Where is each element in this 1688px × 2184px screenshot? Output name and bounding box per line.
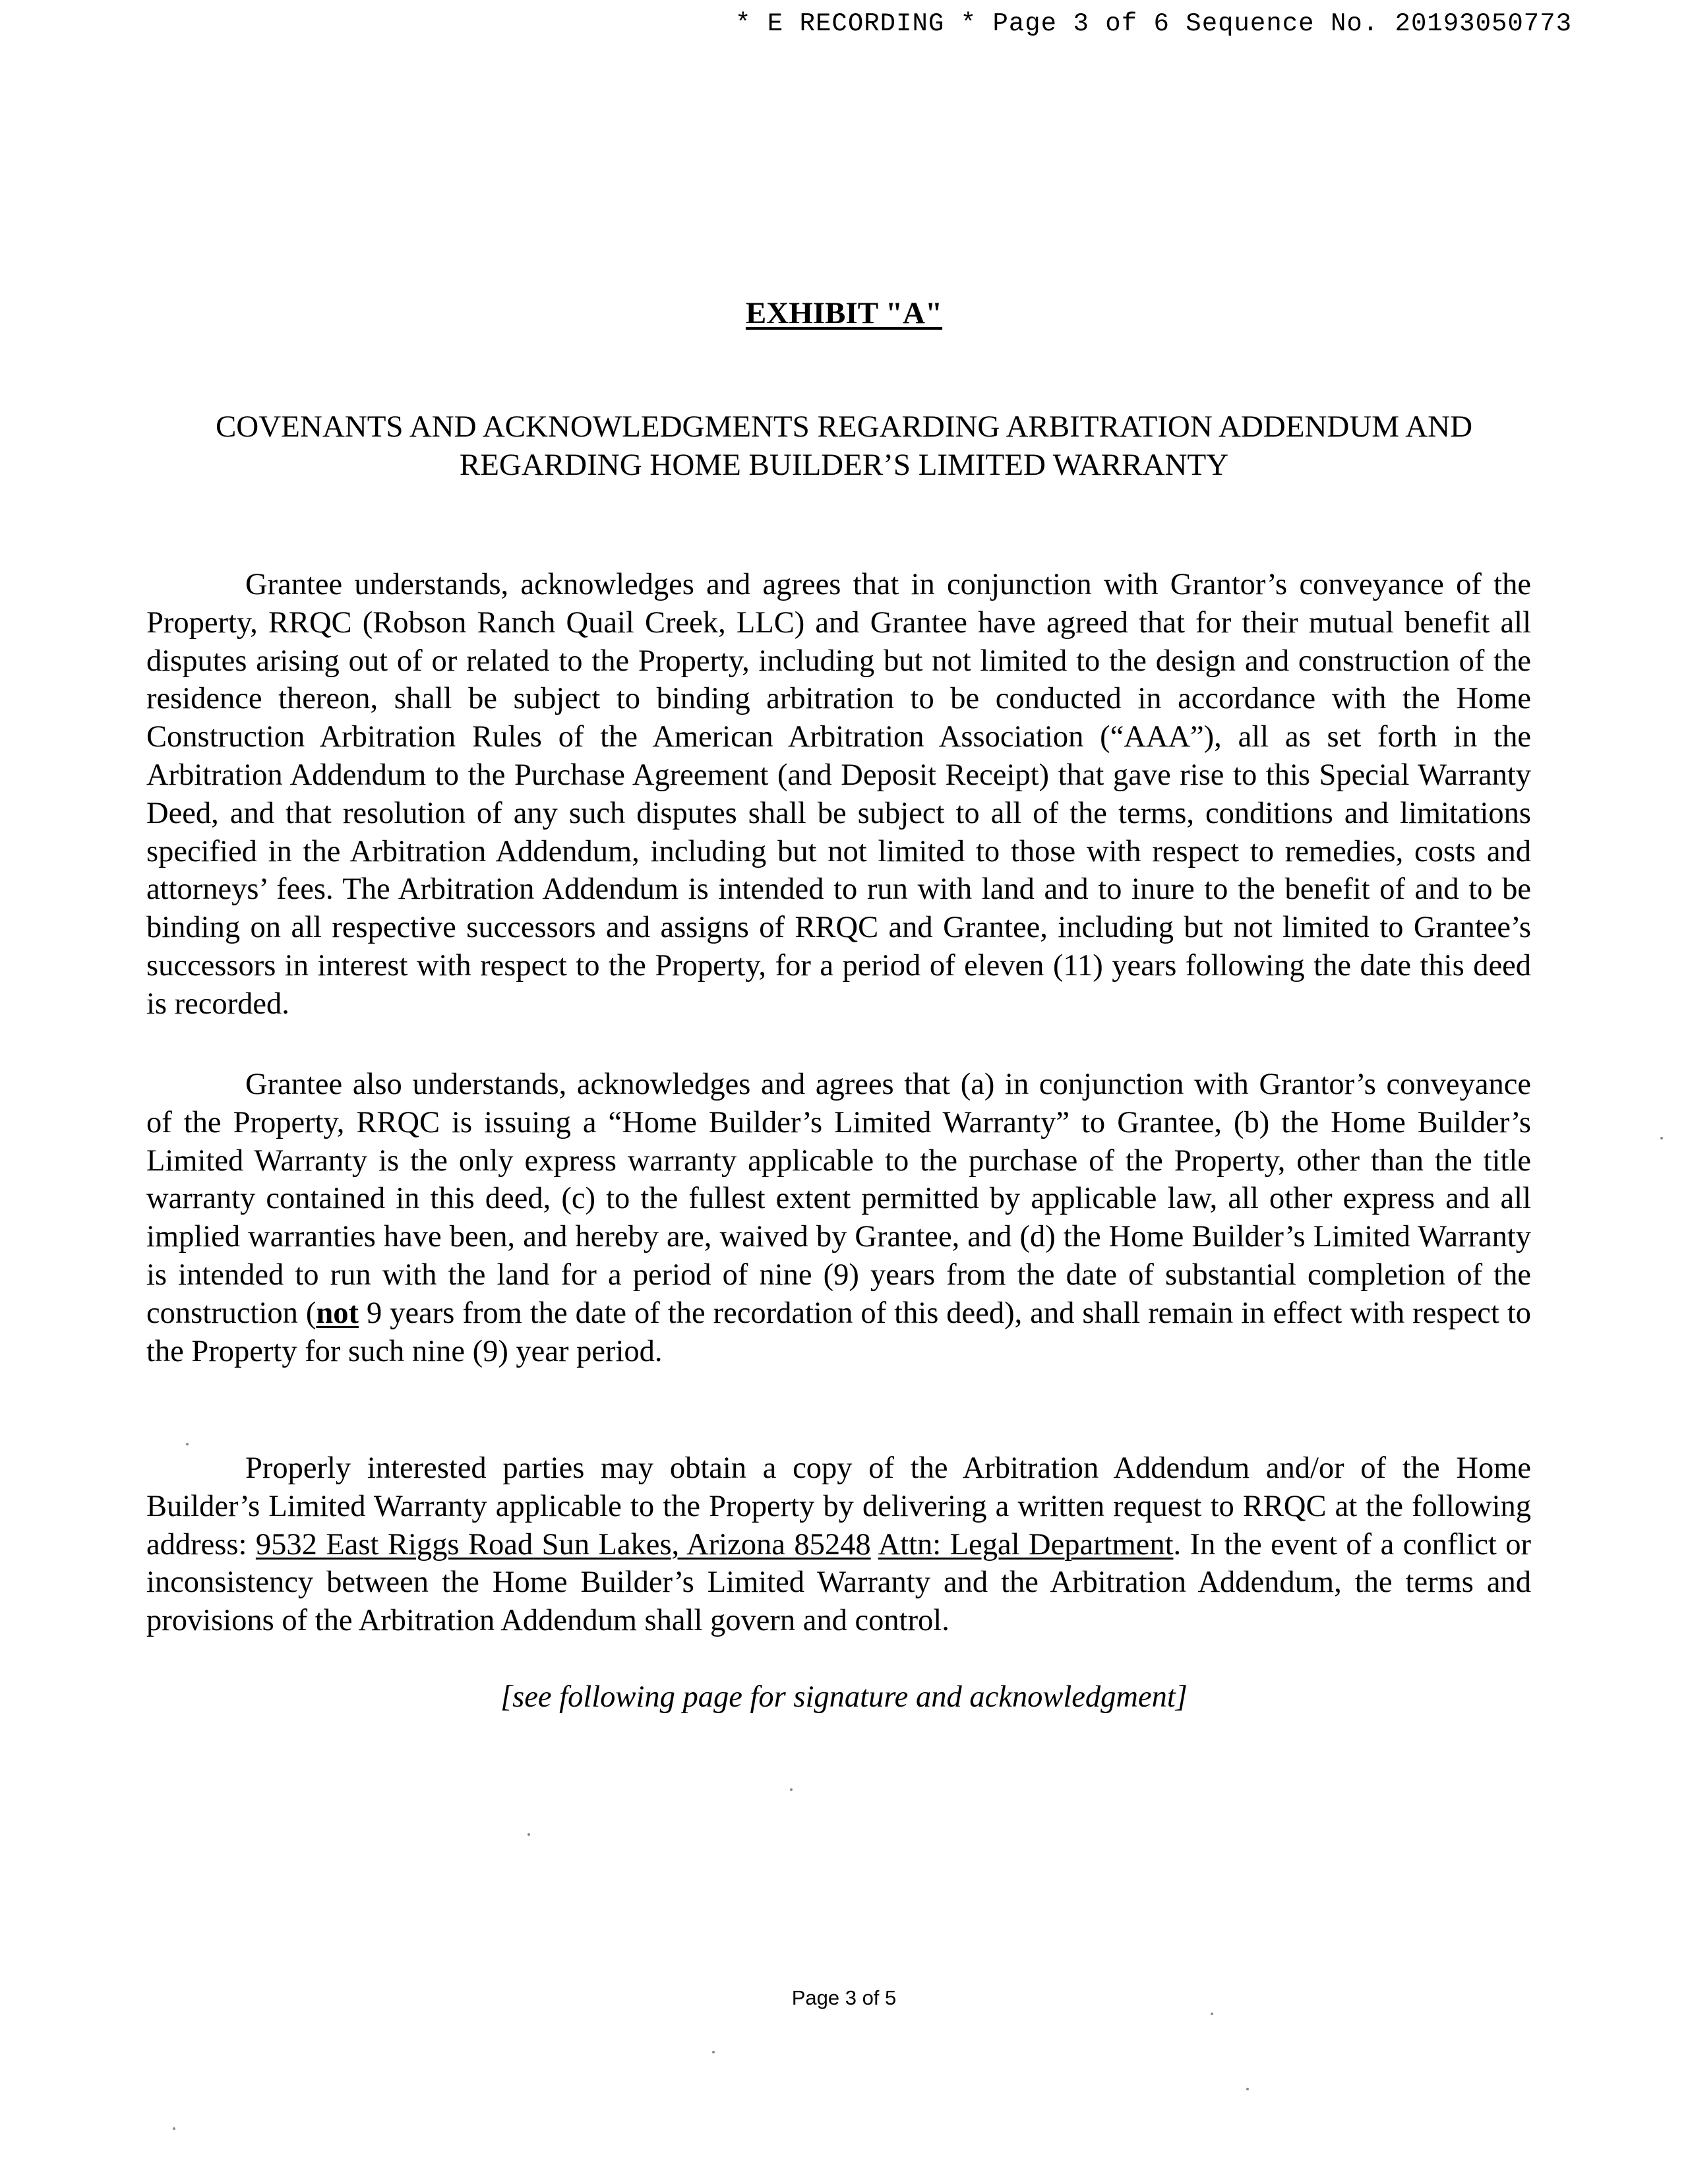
scan-speck <box>1660 1137 1663 1139</box>
warranty-text-after: 9 years from the date of the recordation of this deed), and shall remain in effect with respect to the Property for such nine (9) year period. <box>146 1296 1532 1368</box>
copy-request-text-before: Properly interested parties may obtain a copy of the Arbitration Addendum and/or of the Home Builder’s Limited Warranty applicable to the Property by delivering a written request to RRQC at the following address: <box>146 1451 1531 1562</box>
arbitration-paragraph-text: Grantee understands, acknowledges and agrees that in conjunction with Grantor’s conveyance of the Property, RRQC (Robson Ranch Quail Creek, LLC) and Grantee have agreed that for their mutual benefit all disputes arising out of or related to the Property, including but not limited to the design and construction of the residence thereon, shall be subject to binding arbitration to be conducted in accordance with the Home Construction Arbitration Rules of the American Arbitration Association (“AAA”), all as set forth in the Arbitration Addendum to the Purchase Agreement (and Deposit Receipt) that gave rise to this Special Warranty Deed, and that resolution of any such disputes shall be subject to all of the terms, conditions and limitations specified in the Arbitration Addendum, including but not limited to those with respect to remedies, costs and attorneys’ fees. The Arbitration Addendum is intended to run with land and to inure to the benefit of and to be binding on all respective successors and assigns of RRQC and Grantee, including but not limited to Grantee’s successors in interest with respect to the Property, for a period of eleven (11) years following the date this deed is recorded. <box>146 568 1531 1021</box>
scan-speck <box>173 2127 175 2130</box>
warranty-paragraph-text <box>146 1066 1531 1370</box>
scan-speck <box>1246 2088 1249 2090</box>
recording-header: * E RECORDING * Page 3 of 6 Sequence No. 20193050773 <box>735 9 1572 38</box>
scan-speck <box>186 1443 189 1445</box>
arbitration-paragraph <box>146 566 1531 1023</box>
address-street: 9532 East Riggs Road <box>255 1527 533 1562</box>
scan-speck <box>790 1788 793 1791</box>
signature-note: [see following page for signature and acknowledgment] <box>500 1680 1188 1714</box>
copy-request-paragraph-text <box>146 1449 1531 1640</box>
address-gap <box>533 1528 542 1562</box>
address-attn: Attn: Legal Department <box>878 1527 1174 1562</box>
section-heading-line-2: REGARDING HOME BUILDER’S LIMITED WARRANTY <box>459 448 1229 482</box>
copy-request-text-after: . In the event of a conflict or inconsistency between the Home Builder’s Limited Warranty and the Arbitration Addendum, the terms and provisions of the Arbitration Addendum shall govern and control. <box>146 1527 1532 1638</box>
page-footer: Page 3 of 5 <box>791 1986 897 2009</box>
section-heading-line-1: COVENANTS AND ACKNOWLEDGMENTS REGARDING ARBITRATION ADDENDUM AND <box>215 410 1473 444</box>
scan-speck <box>1211 2013 1213 2015</box>
scan-speck <box>712 2051 715 2053</box>
warranty-paragraph <box>146 1066 1531 1370</box>
warranty-text-before: Grantee also understands, acknowledges and agrees that (a) in conjunction with Grantor’s conveyance of the Property, RRQC is issuing a “Home Builder’s Limited Warranty” to Grantee, (b) the Home Builder’s Limited Warranty is the only express warranty applicable to the purchase of the Property, other than the title warranty contained in this deed, (c) to the fullest extent permitted by applicable law, all other express and all implied warranties have been, and hereby are, waived by Grantee, and (d) the Home Builder’s Limited Warranty is intended to run with the land for a period of nine (9) years from the date of substantial completion of the construction ( <box>146 1068 1531 1330</box>
section-heading <box>152 408 1536 484</box>
copy-request-paragraph <box>146 1449 1531 1640</box>
address-city: Sun Lakes, Arizona 85248 <box>541 1527 871 1562</box>
warranty-emphasis: not <box>316 1296 359 1330</box>
scan-speck <box>528 1833 530 1836</box>
exhibit-title: EXHIBIT "A" <box>745 296 943 330</box>
